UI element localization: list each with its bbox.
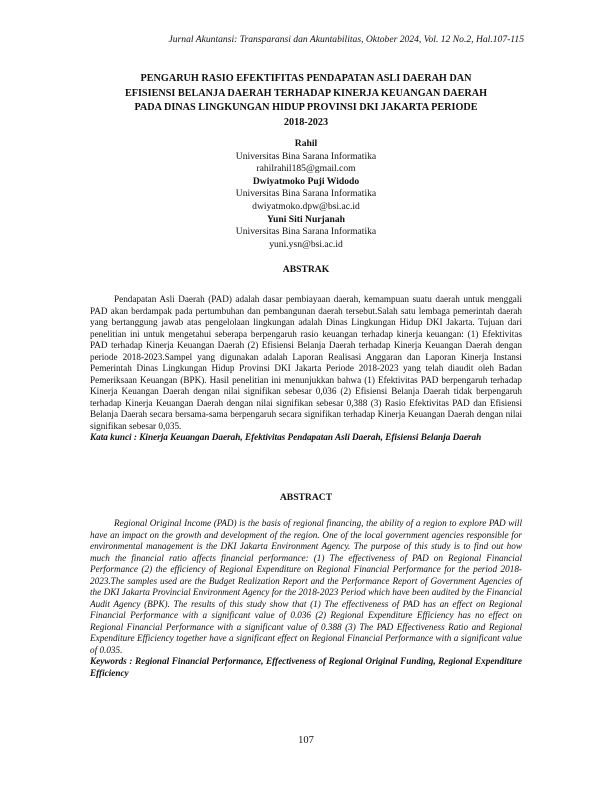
author-affiliation: Universitas Bina Sarana Informatika: [235, 150, 377, 162]
abstract-keywords-label: Keywords :: [90, 656, 133, 666]
abstract-keywords: [90, 656, 522, 679]
title-line: 2018-2023: [283, 116, 329, 128]
abstract-keywords-text: Regional Financial Performance, Effectiveness of Regional Original Funding, Regional Expenditure Efficiency: [90, 656, 522, 678]
abstrak-body: Pendapatan Asli Daerah (PAD) adalah dasar pembiayaan daerah, kemampuan suatu daerah untuk menggali PAD akan berdampak pada pertumbuhan dan pembangunan daerah tersebut.Salah satu lembaga pemerintah daerah yang bertanggung jawab atas pengelolaan lingkungan adalah Dinas Lingkungan Hidup DKI Jakarta. Tujuan dari penelitian ini untuk mengetahui seberapa berpengaruh rasio keuangan terhadap kinerja keuangan: (1) Efektivitas PAD terhadap Kinerja Keuangan Daerah (2) Efisiensi Belanja Daerah terhadap Kinerja Keuangan Daerah dengan periode 2018-2023.Sampel yang digunakan adalah Laporan Realisasi Anggaran dan Laporan Kinerja Instansi Pemerintah Dinas Lingkungan Hidup Provinsi DKI Jakarta Periode 2018-2023 yang telah diaudit oleh Badan Pemeriksaan Keuangan (BPK). Hasil penelitian ini menunjukkan bahwa (1) Efektivitas PAD berpengaruh terhadap Kinerja Keuangan Daerah dengan nilai signifikan sebesar 0,036 (2) Efisiensi Belanja Daerah tidak berpengaruh terhadap Kinerja Keuangan Daerah dengan nilai signifikan sebesar 0,388 (3) Rasio Efektivitas PAD dan Efisiensi Belanja Daerah secara bersama-sama berpengaruh secara signifikan terhadap Kinerja Keuangan Daerah dengan nilai signifikan sebesar 0,035.: [90, 294, 522, 431]
author-name: Yuni Siti Nurjanah: [266, 213, 346, 225]
abstrak-keywords-label: Kata kunci :: [90, 432, 137, 442]
abstrak-keywords: [90, 432, 522, 444]
page-number: 107: [298, 735, 314, 746]
abstrak-section: [90, 294, 522, 444]
abstract-heading: ABSTRACT: [279, 492, 333, 503]
title-line: PADA DINAS LINGKUNGAN HIDUP PROVINSI DKI JAKARTA PERIODE: [134, 102, 478, 114]
author-name: Dwiyatmoko Puji Widodo: [252, 175, 360, 187]
journal-header: Jurnal Akuntansi: Transparansi dan Akuntabilitas, Oktober 2024, Vol. 12 No.2, Hal.107-115: [168, 34, 524, 45]
author-affiliation: Universitas Bina Sarana Informatika: [235, 226, 377, 238]
abstract-body: Regional Original Income (PAD) is the basis of regional financing, the ability of a region to explore PAD will have an impact on the growth and development of the region. One of the local government agencies responsible for environmental management is the DKI Jakarta Environment Agency. The purpose of this study is to find out how much the financial ratio affects financial performance: (1) The effectiveness of PAD on Regional Financial Performance (2) the efficiency of Regional Expenditure on Regional Financial Performance for the period 2018-2023.The samples used are the Budget Realization Report and the Performance Report of Government Agencies of the DKI Jakarta Provincial Environment Agency for the 2018-2023 Period which have been audited by the Financial Audit Agency (BPK). The results of this study show that (1) The effectiveness of PAD has an effect on Regional Financial Performance with a significant value of 0.036 (2) Regional Expenditure Efficiency has no effect on Regional Financial Performance with a significant value of 0.388 (3) The PAD Effectiveness Ratio and Regional Expenditure Efficiency together have a significant effect on Regional Financial Performance with a significant value of 0.035.: [90, 518, 522, 655]
author-block: [156, 138, 456, 251]
abstrak-keywords-text: Kinerja Keuangan Daerah, Efektivitas Pendapatan Asli Daerah, Efisiensi Belanja Daerah: [139, 432, 482, 442]
title-line: PENGARUH RASIO EFEKTIFITAS PENDAPATAN ASLI DAERAH DAN: [140, 73, 472, 84]
author-email: yuni.ysn@bsi.ac.id: [269, 238, 343, 250]
author-affiliation: Universitas Bina Sarana Informatika: [235, 188, 377, 200]
abstrak-heading: ABSTRAK: [282, 264, 330, 275]
author-name: Rahil: [294, 138, 318, 149]
paper-title: [96, 72, 516, 130]
author-email: rahilrahil185@gmail.com: [256, 163, 356, 175]
abstract-section: [90, 518, 522, 679]
title-line: EFISIENSI BELANJA DAERAH TERHADAP KINERJA KEUANGAN DAERAH: [124, 87, 488, 99]
author-email: dwiyatmoko.dpw@bsi.ac.id: [252, 200, 360, 212]
